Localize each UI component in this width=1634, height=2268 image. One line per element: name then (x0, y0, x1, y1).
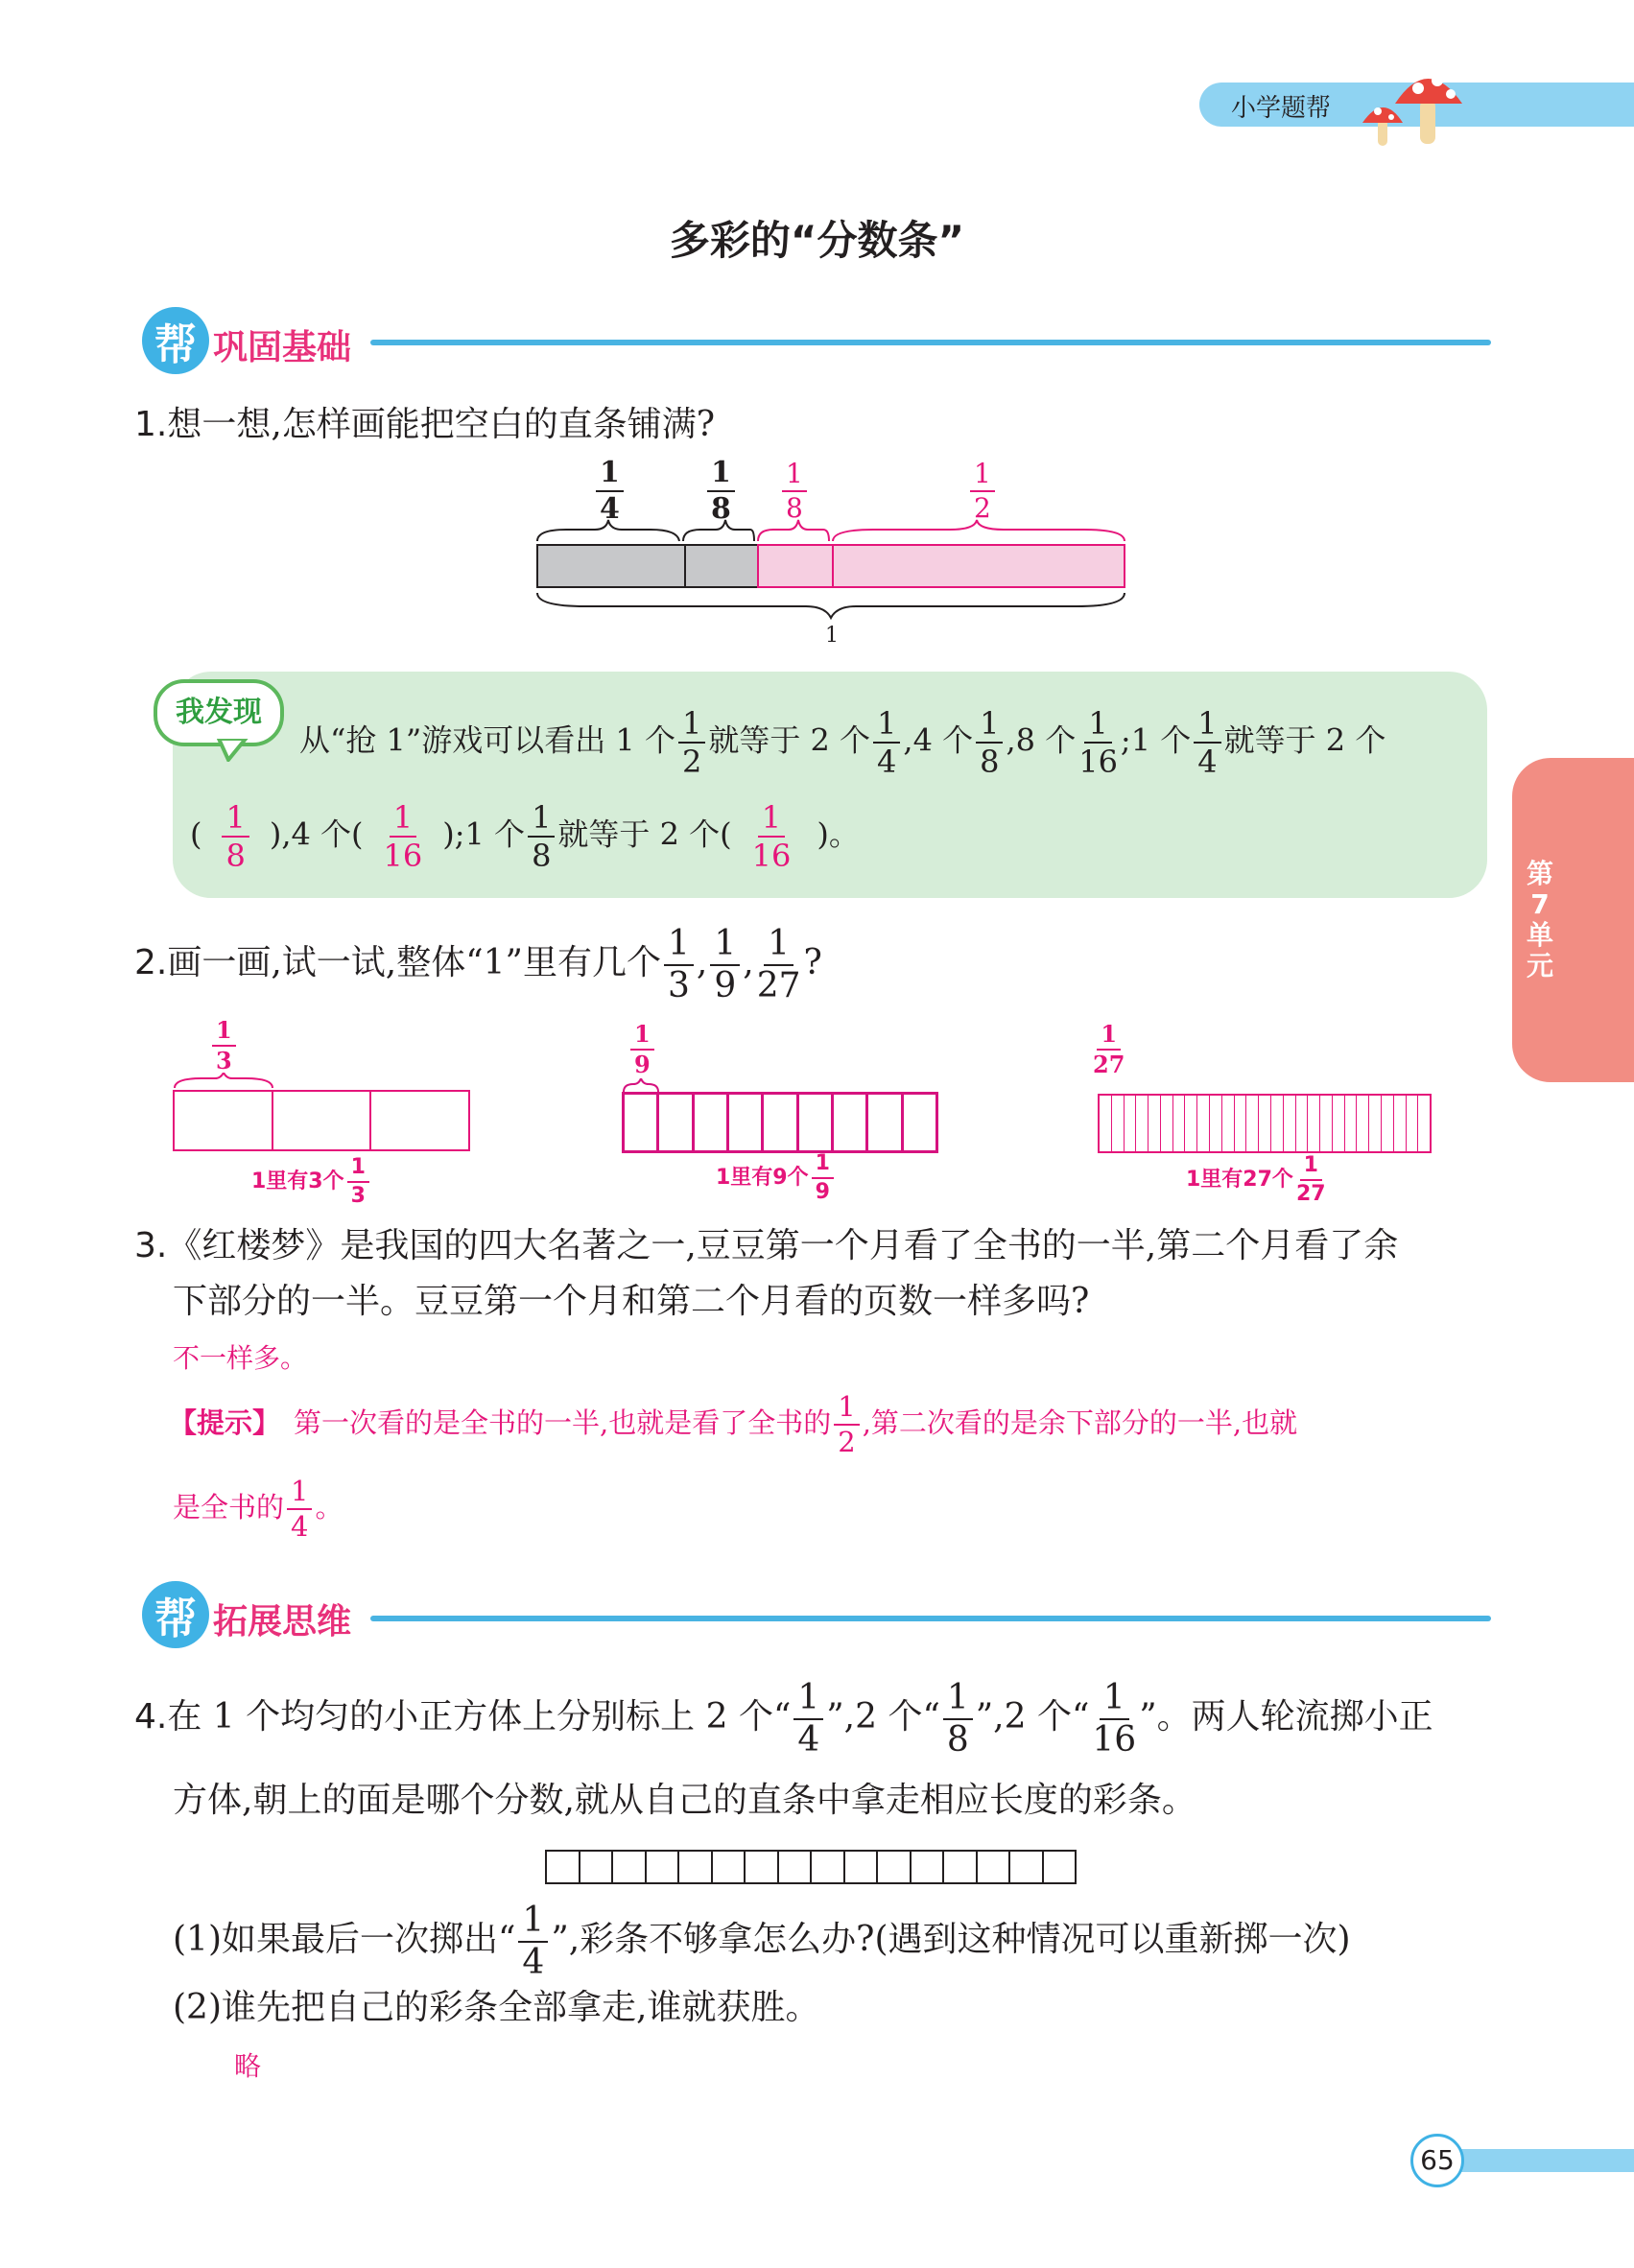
brace-eighth-answer (758, 520, 829, 541)
q2-bar-b (622, 1092, 938, 1153)
q2-bar-a-seg (371, 1092, 468, 1149)
q2-bar-a-label: $\frac{1}{3}$ (209, 1019, 239, 1073)
mushroom-icon (1353, 58, 1468, 150)
bar-seg-1 (537, 545, 685, 587)
q1-label-quarter: $\frac{1}{4}$ (593, 459, 627, 524)
q2-bar-c (1098, 1094, 1432, 1153)
q4-sub-1: (1)如果最后一次掷出“ $\frac{1}{4}$ ”,彩条不够拿怎么办?(遇到这种情况可以重新掷一次) (173, 1901, 1351, 1982)
q4-answer: 略 (234, 2050, 262, 2082)
discover-line-1: 从“抢 1”游戏可以看出 1 个 $\frac{1}{2}$ 就等于 2 个 $\frac{1}{4}$ ,4 个 $\frac{1}{8}$ ,8 个 $\frac{1}{16}$ ;1 个 $\frac{1}{4}$ 就等于 2 个 (299, 705, 1386, 780)
question-2: 2.画一画,试一试,整体“1”里有几个 $\frac{1}{3}$ , $\frac{1}{9}$ , $\frac{1}{27}$ ? (134, 924, 822, 1005)
question-3-line-1: 3.《红楼梦》是我国的四大名著之一,豆豆第一个月看了全书的一半,第二个月看了余 (134, 1226, 1399, 1265)
discover-answer-3: $\frac{1}{16}$ (751, 799, 792, 874)
q2-bar-a-seg (273, 1092, 372, 1149)
q2-bar-a-seg (175, 1092, 273, 1149)
q3-hint-line-2: 是全书的 $\frac{1}{4}$ 。 (173, 1475, 343, 1543)
discover-answer-1: $\frac{1}{8}$ (222, 802, 249, 871)
section-divider (370, 340, 1491, 345)
section-badge-icon: 帮 (142, 307, 209, 374)
brace-quarter (537, 520, 679, 541)
q1-total-label: 1 (825, 624, 839, 648)
unit-tab-label: 第 7 单 元 (1526, 858, 1553, 981)
q2-bar-a (173, 1090, 470, 1151)
q4-sub-2: (2)谁先把自己的彩条全部拿走,谁就获胜。 (173, 1988, 820, 2027)
question-4-line-1: 4.在 1 个均匀的小正方体上分别标上 2 个“ $\frac{1}{4}$ ”,2 个“ $\frac{1}{8}$ ”,2 个“ $\frac{1}{16}$ ”。两人轮流掷小正 (134, 1678, 1433, 1760)
q4-strip (545, 1850, 1077, 1884)
q1-label-eighth-answer: $\frac{1}{8}$ (779, 461, 810, 522)
q2-bar-c-answer: 1里有27个 $\frac{1}{27}$ (1186, 1153, 1326, 1206)
q1-label-half-answer: $\frac{1}{2}$ (967, 461, 998, 522)
question-1: 1.想一想,怎样画能把空白的直条铺满? (134, 405, 716, 444)
q3-answer: 不一样多。 (173, 1342, 308, 1374)
brace-total (537, 593, 1125, 618)
discover-answer-2: $\frac{1}{16}$ (383, 799, 423, 874)
brace-half-answer (833, 520, 1125, 541)
question-3-line-2: 下部分的一半。豆豆第一个月和第二个月看的页数一样多吗? (173, 1282, 1090, 1321)
section-badge-icon: 帮 (142, 1581, 209, 1648)
bar-seg-3 (758, 545, 833, 587)
section-title-extend: 拓展思维 (213, 1602, 352, 1642)
bar-seg-4 (833, 545, 1125, 587)
section-divider (370, 1616, 1491, 1621)
q3-hint-line-1: 【提示】 第一次看的是全书的一半,也就是看了全书的 $\frac{1}{2}$ ,第二次看的是余下部分的一半,也就 (169, 1390, 1298, 1458)
discover-badge: 我发现 (154, 679, 284, 746)
header-label: 小学题帮 (1231, 94, 1332, 123)
brace-eighth (683, 520, 754, 541)
page-title: 多彩的“分数条” (669, 217, 965, 264)
bar-seg-2 (685, 545, 758, 587)
section-title-basic: 巩固基础 (213, 328, 352, 367)
question-4-line-2: 方体,朝上的面是哪个分数,就从自己的直条中拿走相应长度的彩条。 (173, 1781, 1196, 1820)
q2-bar-a-brace (173, 1073, 274, 1092)
q2-bar-a-answer: 1里有3个 $\frac{1}{3}$ (251, 1157, 372, 1207)
discover-line-2: ( $\frac{1}{8}$ ),4 个( $\frac{1}{16}$ );1 个 $\frac{1}{8}$ 就等于 2 个( $\frac{1}{16}$ )。 (190, 799, 860, 874)
q2-bar-c-label: $\frac{1}{27}$ (1093, 1020, 1125, 1078)
q1-label-eighth: $\frac{1}{8}$ (704, 459, 738, 524)
discover-badge-tail-icon (217, 739, 251, 762)
q2-bar-b-answer: 1里有9个 $\frac{1}{9}$ (716, 1153, 837, 1203)
page-number: 65 (1410, 2134, 1464, 2187)
footer-bar (1439, 2149, 1634, 2172)
q2-bar-b-label: $\frac{1}{9}$ (628, 1023, 657, 1076)
